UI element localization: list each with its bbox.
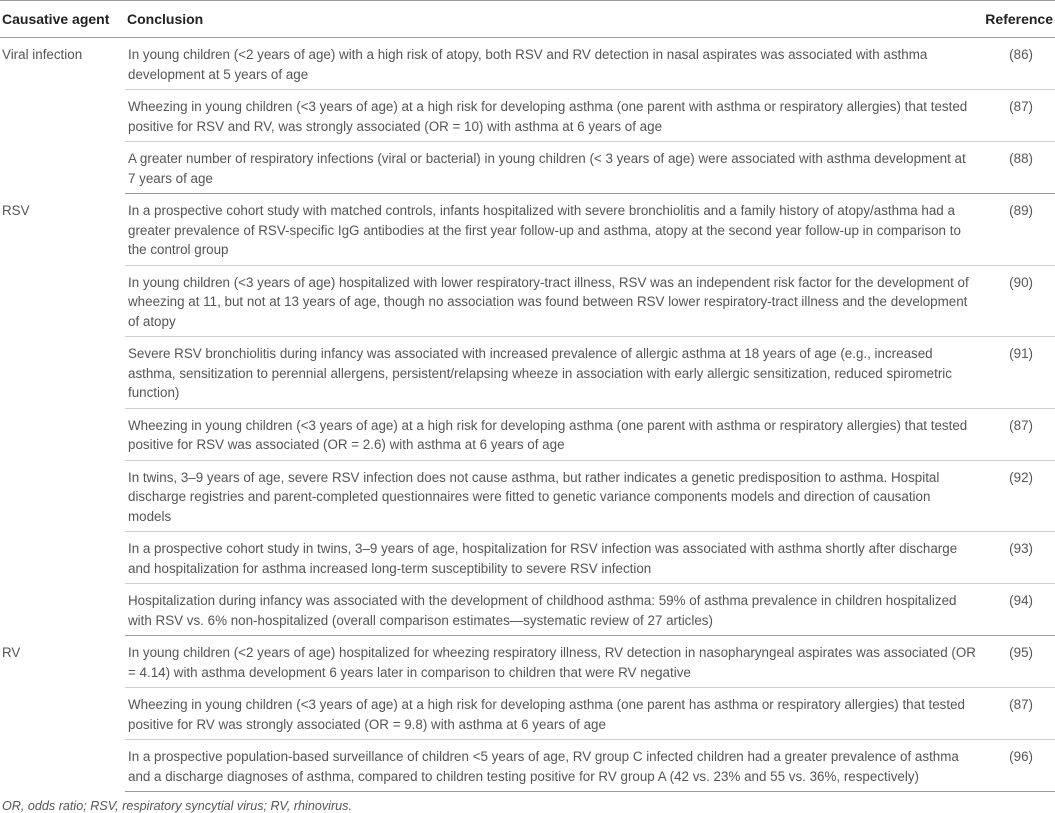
reference-cell: (87) [982, 408, 1055, 460]
reference-cell: (89) [982, 194, 1055, 266]
header-conclusion: Conclusion [125, 1, 982, 38]
table-row [0, 408, 1055, 460]
conclusion-cell: In a prospective cohort study in twins, 3–9 years of age, hospitalization for RSV infection was associated with asthma shortly after discharge and hospitalization for asthma increased long-term susceptibility to severe RSV infection [125, 532, 982, 584]
table-header [0, 1, 1055, 38]
conclusion-cell: In twins, 3–9 years of age, severe RSV infection does not cause asthma, but rather indicates a genetic predisposition to asthma. Hospital discharge registries and parent-completed questionnaires were fitted to genetic variance components models and direction of causation models [125, 460, 982, 532]
table-row [0, 194, 1055, 266]
table-body [0, 38, 1055, 792]
reference-cell: (91) [982, 337, 1055, 409]
table-row [0, 584, 1055, 636]
reference-cell: (87) [982, 90, 1055, 142]
reference-cell: (90) [982, 265, 1055, 337]
table-row [0, 460, 1055, 532]
reference-cell: (96) [982, 740, 1055, 792]
table-row [0, 142, 1055, 194]
conclusion-cell: In young children (<3 years of age) hospitalized with lower respiratory-tract illness, RSV was an independent risk factor for the development of wheezing at 11, but not at 13 years of age, though no association was found between RSV lower respiratory-tract illness and the development of atopy [125, 265, 982, 337]
table-row [0, 38, 1055, 90]
reference-cell: (86) [982, 38, 1055, 90]
table-row [0, 90, 1055, 142]
conclusion-cell: In young children (<2 years of age) with a high risk of atopy, both RSV and RV detection in nasal aspirates was associated with asthma development at 5 years of age [125, 38, 982, 90]
table-row [0, 688, 1055, 740]
conclusion-cell: A greater number of respiratory infections (viral or bacterial) in young children (< 3 years of age) were associated with asthma development at 7 years of age [125, 142, 982, 194]
conclusion-cell: Wheezing in young children (<3 years of age) at a high risk for developing asthma (one parent has asthma or respiratory allergies) that tested positive for RV was strongly associated (OR = 9.8) with asthma at 6 years of age [125, 688, 982, 740]
reference-cell: (87) [982, 688, 1055, 740]
table-row [0, 337, 1055, 409]
reference-cell: (94) [982, 584, 1055, 636]
causative-agent-cell: RSV [2, 202, 30, 218]
table-footnote: OR, odds ratio; RSV, respiratory syncytial virus; RV, rhinovirus. [2, 799, 352, 813]
header-causative-agent: Causative agent [0, 1, 125, 38]
reference-cell: (93) [982, 532, 1055, 584]
reference-cell: (88) [982, 142, 1055, 194]
table-row [0, 740, 1055, 792]
table-row [0, 265, 1055, 337]
table-row [0, 636, 1055, 688]
conclusion-cell: Wheezing in young children (<3 years of age) at a high risk for developing asthma (one parent with asthma or respiratory allergies) that tested positive for RSV was associated (OR = 2.6) with asthma at 6 years of age [125, 408, 982, 460]
conclusion-cell: Hospitalization during infancy was associated with the development of childhood asthma: 59% of asthma prevalence in children hospitalized with RSV vs. 6% non-hospitalized (overall comparison estimates—systematic review of 27 articles) [125, 584, 982, 636]
conclusion-cell: Severe RSV bronchiolitis during infancy was associated with increased prevalence of allergic asthma at 18 years of age (e.g., increased asthma, sensitization to perennial allergens, persistent/relapsing wheeze in association with early allergic sensitization, reduced spirometric function) [125, 337, 982, 409]
causative-agent-cell: Viral infection [2, 47, 83, 62]
reference-cell: (95) [982, 636, 1055, 688]
conclusion-cell: In a prospective population-based surveillance of children <5 years of age, RV group C infected children had a greater prevalence of asthma and a discharge diagnoses of asthma, compared to children testing positive for RV group A (42 vs. 23% and 55 vs. 36%, respectively) [125, 740, 982, 792]
conclusion-cell: Wheezing in young children (<3 years of age) at a high risk for developing asthma (one parent with asthma or respiratory allergies) that tested positive for RSV and RV, was strongly associated (OR = 10) with asthma at 6 years of age [125, 90, 982, 142]
conclusion-cell: In a prospective cohort study with matched controls, infants hospitalized with severe bronchiolitis and a family history of atopy/asthma had a greater prevalence of RSV-specific IgG antibodies at the first year follow-up and asthma, atopy at the second year follow-up in comparison to the control group [125, 194, 982, 266]
conclusion-cell: In young children (<2 years of age) hospitalized for wheezing respiratory illness, RV detection in nasopharyngeal aspirates was associated (OR = 4.14) with asthma development 6 years later in comparison to children that were RV negative [125, 636, 982, 688]
reference-cell: (92) [982, 460, 1055, 532]
header-reference: Reference [982, 1, 1055, 38]
causative-agent-cell: RV [2, 644, 21, 660]
table-row [0, 532, 1055, 584]
